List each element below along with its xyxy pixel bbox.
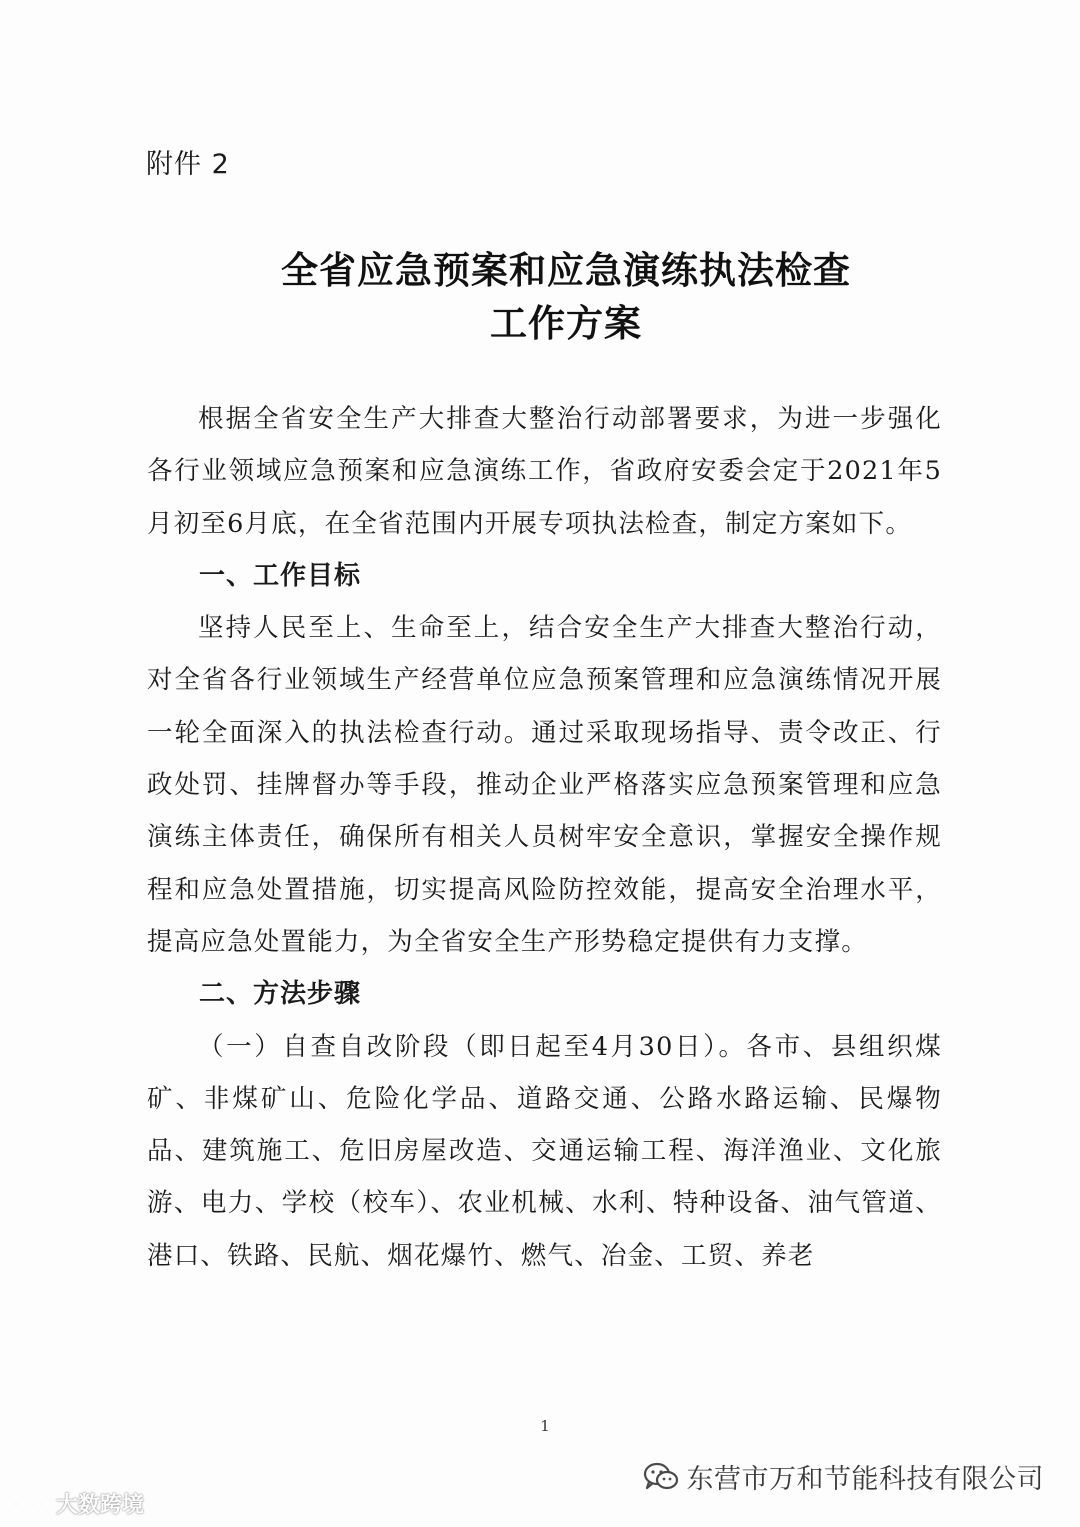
document-body xyxy=(147,393,942,1282)
site-watermark-text: 大数跨境 xyxy=(56,1493,145,1518)
intro-paragraph: 根据全省安全生产大排查大整治行动部署要求，为进一步强化各行业领域应急预案和应急演练工作，省政府安委会定于2021年5月初至6月底，在全省范围内开展专项执法检查，制定方案如下。 xyxy=(147,404,942,539)
section1-heading: 一、工作目标 xyxy=(199,560,362,591)
section2-heading: 二、方法步骤 xyxy=(199,979,362,1010)
brand-logo-icon xyxy=(6,1493,52,1515)
company-watermark xyxy=(643,1457,1045,1496)
section1-paragraph: 坚持人民至上、生命至上，结合安全生产大排查大整治行动，对全省各行业领域生产经营单位应急预案管理和应急演练情况开展一轮全面深入的执法检查行动。通过采取现场指导、责令改正、行政处罚、挂牌督办等手段，推动企业严格落实应急预案管理和应急演练主体责任，确保所有相关人员树牢安全意识，掌握安全操作规程和应急处置措施，切实提高风险防控效能，提高安全治理水平，提高应急处置能力，为全省安全生产形势稳定提供有力支撑。 xyxy=(147,613,942,957)
wechat-icon xyxy=(643,1462,679,1492)
document-title-line1: 全省应急预案和应急演练执法检查 xyxy=(281,248,851,292)
section2-paragraph: （一）自查自改阶段（即日起至4月30日）。各市、县组织煤矿、非煤矿山、危险化学品、道路交通、公路水路运输、民爆物品、建筑施工、危旧房屋改造、交通运输工程、海洋渔业、文化旅游、电力、学校（校车）、农业机械、水利、特种设备、油气管道、港口、铁路、民航、烟花爆竹、燃气、冶金、工贸、养老 xyxy=(147,1031,942,1271)
page-number: 1 xyxy=(540,1417,550,1435)
site-watermark xyxy=(6,1488,144,1519)
company-name: 东营市万和节能科技有限公司 xyxy=(686,1464,1044,1495)
document-title-line2: 工作方案 xyxy=(490,301,642,345)
attachment-label: 附件 2 xyxy=(146,149,230,180)
